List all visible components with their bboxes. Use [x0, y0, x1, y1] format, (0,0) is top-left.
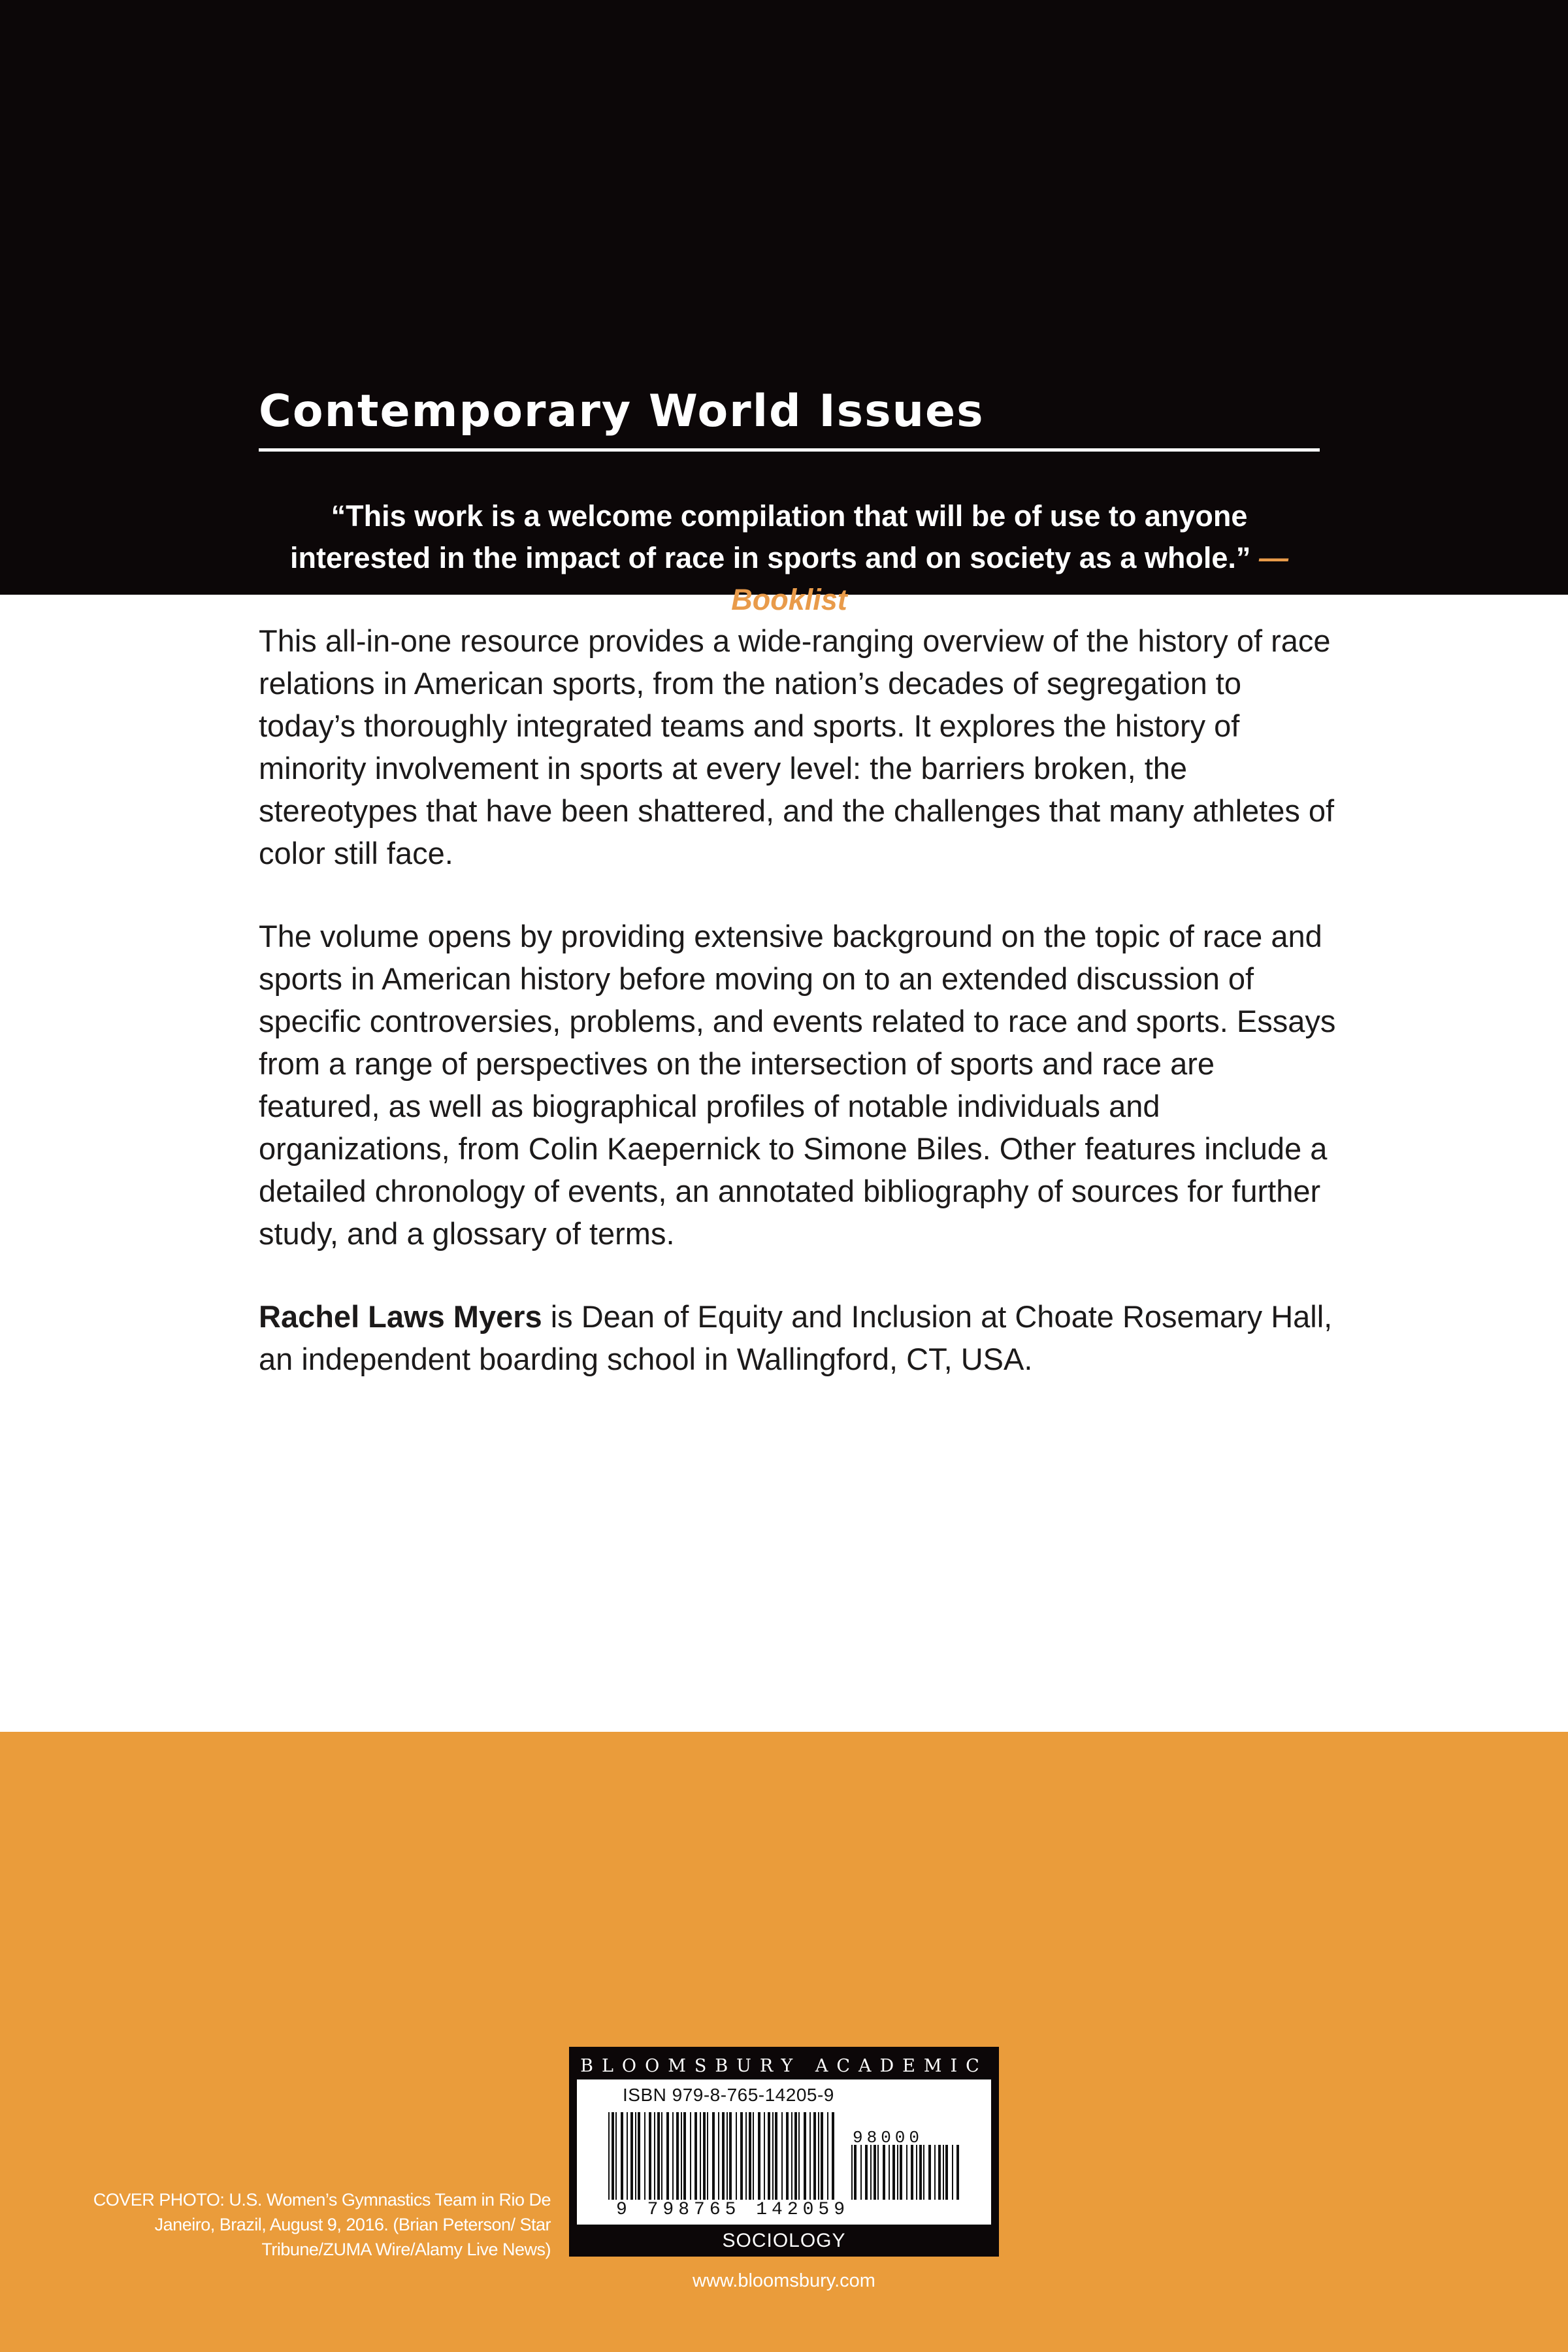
author-name: Rachel Laws Myers — [259, 1299, 542, 1334]
barcode-bar — [906, 2145, 907, 2200]
review-quote — [259, 495, 1320, 621]
series-title: Contemporary World Issues — [259, 386, 985, 437]
publisher-name: BLOOMSBURY ACADEMIC — [580, 2056, 988, 2076]
barcode-bar — [928, 2145, 931, 2200]
barcode-bar — [722, 2112, 725, 2200]
barcode-bar — [758, 2112, 760, 2200]
isbn-label: ISBN 979-8-765-14205-9 — [623, 2085, 834, 2105]
barcode-bar — [786, 2112, 789, 2200]
barcode-bar — [635, 2112, 636, 2200]
barcode-bar — [821, 2112, 823, 2200]
barcode-bar — [877, 2145, 879, 2200]
barcode-bar — [745, 2112, 747, 2200]
description-paragraph-2: The volume opens by providing extensive background on the topic of race and sports in American history before moving on to an extended discussion of specific controversies, problems, and events related to race and sports. Essays from a range of perspectives on the intersection of sports and race are featured, as well as biographical profiles of notable individuals and organizations, from Colin Kaepernick to Simone Biles. Other features include a detailed chronology of events, an annotated bibliography of sources for further study, and a glossary of terms. — [259, 919, 1336, 1251]
barcode-bar — [712, 2112, 715, 2200]
barcode-bar — [952, 2145, 953, 2200]
author-bio — [259, 1295, 1343, 1380]
barcode-bar — [608, 2112, 610, 2200]
barcode-bar — [889, 2145, 890, 2200]
barcode-bar — [683, 2112, 686, 2200]
barcode-bar — [775, 2112, 777, 2200]
barcode-bar — [718, 2112, 719, 2200]
barcode-bar — [818, 2112, 819, 2200]
barcode-bar — [707, 2112, 708, 2200]
barcode-bar — [897, 2145, 898, 2200]
barcode-bar — [781, 2112, 783, 2200]
barcode-bar — [956, 2145, 959, 2200]
series-divider — [259, 448, 1320, 452]
barcode-bar — [672, 2112, 674, 2200]
barcode-bar — [630, 2112, 633, 2200]
barcode-bar — [911, 2145, 913, 2200]
barcode-bar — [729, 2112, 732, 2200]
barcode-bar — [700, 2112, 701, 2200]
author-bio-text: is Dean of Equity and Inclusion at Choate Rosemary Hall, an independent boarding school in Wallingford, CT, USA. — [259, 1299, 1333, 1376]
barcode-bar — [934, 2145, 936, 2200]
barcode-bar — [681, 2112, 682, 2200]
barcode-bar — [938, 2145, 941, 2200]
barcode-bar — [809, 2112, 811, 2200]
barcode-bar — [804, 2112, 806, 2200]
barcode-bar — [654, 2112, 655, 2200]
description-paragraph-1: This all-in-one resource provides a wide-ranging overview of the history of race relations in American sports, from the nation’s decades of segregation to today’s thoroughly integrated teams and sports. It explores the history of minority involvement in sports at every level: the barriers broken, the stereotypes that have been shattered, and the challenges that many athletes of color still face. — [259, 623, 1335, 870]
barcode-bar — [813, 2112, 816, 2200]
barcode-bar — [612, 2112, 614, 2200]
barcode-bar — [794, 2112, 797, 2200]
barcode-bar — [772, 2112, 774, 2200]
barcode-bar — [666, 2112, 669, 2200]
subject-label: SOCIOLOGY — [722, 2230, 846, 2251]
header-band — [0, 0, 1568, 616]
barcode-bar — [736, 2112, 737, 2200]
barcode-digits: 9 798765 142059 — [616, 2200, 850, 2220]
publisher-website: www.bloomsbury.com — [693, 2270, 875, 2291]
barcode-bar — [740, 2112, 743, 2200]
barcode-bar — [854, 2145, 857, 2200]
barcode-bar — [870, 2145, 872, 2200]
barcode-bar — [627, 2112, 628, 2200]
cover-photo-credit: COVER PHOTO: U.S. Women’s Gymnastics Team in Rio De Janeiro, Brazil, August 9, 2016. (Brian Peterson/ Star Tribune/ZUMA Wire/Alamy Live News) — [93, 2190, 551, 2259]
barcode-bar — [900, 2145, 902, 2200]
barcode-bar — [832, 2112, 834, 2200]
barcode-bar — [943, 2145, 944, 2200]
price-code: 98000 — [853, 2128, 924, 2147]
barcode-bar — [919, 2145, 922, 2200]
quote-text: “This work is a welcome compilation that will be of use to anyone interested in the impact of race in sports and on society as a whole.” — [290, 499, 1251, 574]
barcode-bar — [892, 2145, 895, 2200]
barcode-bar — [690, 2112, 691, 2200]
barcode-bar — [661, 2112, 662, 2200]
barcode-bar — [621, 2112, 623, 2200]
barcode-bar — [676, 2112, 679, 2200]
barcode-bar — [798, 2112, 800, 2200]
barcode-bar — [694, 2112, 697, 2200]
barcode-bar — [649, 2112, 651, 2200]
barcode-bar — [827, 2112, 828, 2200]
barcode-bar — [883, 2145, 885, 2200]
barcode-bar — [638, 2112, 640, 2200]
barcode-bar — [923, 2145, 924, 2200]
barcode-bar — [768, 2112, 770, 2200]
quote-source: —Booklist — [731, 541, 1288, 616]
barcode-bar — [791, 2112, 792, 2200]
barcode-bar — [703, 2112, 706, 2200]
barcode-bar — [727, 2112, 728, 2200]
barcode-bar — [753, 2112, 754, 2200]
barcode-bar — [749, 2112, 751, 2200]
barcode-bar — [657, 2112, 660, 2200]
barcode-block — [569, 2047, 999, 2257]
barcode-bar — [851, 2145, 853, 2200]
barcode-bar — [764, 2112, 765, 2200]
barcode-bar — [874, 2145, 876, 2200]
barcode-bar — [945, 2145, 948, 2200]
barcode-bar — [865, 2145, 868, 2200]
barcode-panel — [577, 2079, 991, 2225]
barcode-bar — [860, 2145, 862, 2200]
description — [259, 620, 1343, 1421]
barcode-bar — [916, 2145, 917, 2200]
barcode-bar — [615, 2112, 617, 2200]
barcode-bar — [644, 2112, 645, 2200]
